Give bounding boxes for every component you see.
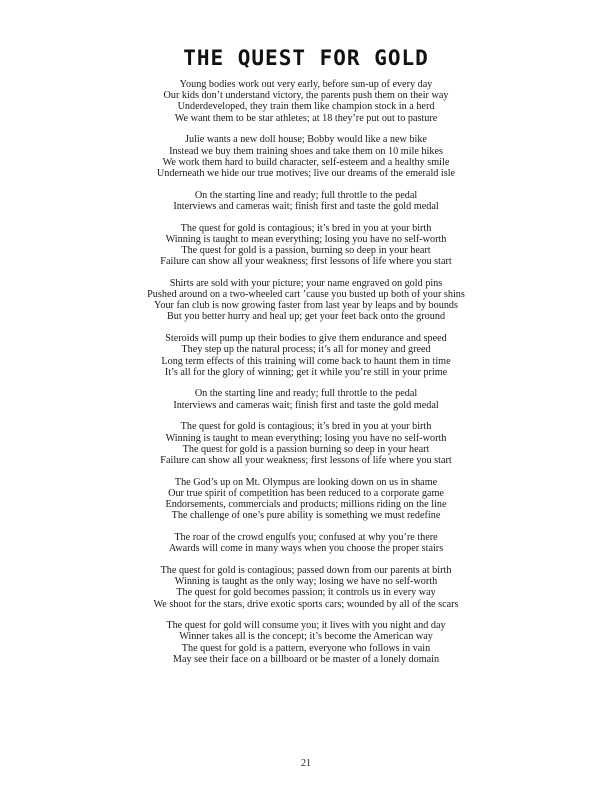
poem-line: The quest for gold will consume you; it lives with you night and day (166, 620, 446, 632)
poem-line: Winning is taught as the only way; losing we have no self-worth (174, 576, 438, 588)
poem-body (0, 79, 612, 676)
poem-line: The quest for gold is a pattern, everyone who follows in vain (181, 642, 431, 654)
poem-line: The quest for gold is contagious; passed down from our parents at birth (160, 564, 452, 576)
page-number: 21 (301, 758, 311, 769)
poem-line: The quest for gold becomes passion; it controls us in every way (176, 587, 436, 599)
poem-line: Winning is taught to mean everything; losing you have no self-worth (165, 432, 447, 444)
poem-line: Awards will come in many ways when you choose the proper stairs (168, 543, 444, 555)
poem-line: Steroids will pump up their bodies to give them endurance and speed (165, 333, 447, 345)
poem-stanza (0, 532, 612, 554)
poem-line: Interviews and cameras wait; finish first and taste the gold medal (173, 200, 439, 212)
poem-line: Underneath we hide our true motives; live our dreams of the emerald isle (156, 167, 456, 179)
poem-line: We want them to be star athletes; at 18 they’re put out to pasture (174, 112, 438, 124)
poem-line: It’s all for the glory of winning; get it while you’re still in your prime (164, 366, 448, 378)
poem-line: Pushed around on a two-wheeled cart ’cause you busted up both of your shins (147, 289, 465, 301)
poem-line: The quest for gold is a passion, burning so deep in your heart (181, 244, 431, 256)
poem-line: We work them hard to build character, self-esteem and a healthy smile (162, 156, 450, 168)
poem-line: Interviews and cameras wait; finish first and taste the gold medal (173, 399, 439, 411)
poem-line: Our true spirit of competition has been reduced to a corporate game (168, 487, 444, 499)
poem-stanza (0, 477, 612, 522)
poem-line: They step up the natural process; it’s all for money and greed (181, 344, 431, 356)
poem-line: Long term effects of this training will come back to haunt them in time (161, 355, 451, 367)
poem-stanza (0, 421, 612, 466)
poem-line: Failure can show all your weakness; first lessons of life where you start (160, 256, 452, 268)
page-title: THE QUEST FOR GOLD (183, 46, 429, 70)
poem-line: On the starting line and ready; full throttle to the pedal (194, 388, 418, 400)
poem-line: Your fan club is now growing faster from last year by leaps and by bounds (154, 300, 458, 312)
poem-stanza (0, 190, 612, 212)
poem-line: The quest for gold is a passion burning so deep in your heart (182, 443, 430, 455)
poem-line: The quest for gold is contagious; it’s bred in you at your birth (180, 421, 432, 433)
poem-line: The challenge of one’s pure ability is something we must redefine (171, 510, 441, 522)
poem-stanza (0, 223, 612, 268)
poem-line: The quest for gold is contagious; it’s bred in you at your birth (180, 222, 432, 234)
poem-line: But you better hurry and heal up; get your feet back onto the ground (166, 311, 446, 323)
poem-stanza (0, 79, 612, 124)
poem-line: Shirts are sold with your picture; your name engraved on gold pins (169, 277, 443, 289)
poem-line: May see their face on a billboard or be master of a lonely domain (172, 653, 440, 665)
poem-line: We shoot for the stars, drive exotic sports cars; wounded by all of the scars (153, 598, 459, 610)
poem-line: The God’s up on Mt. Olympus are looking down on us in shame (174, 476, 438, 488)
poem-line: Young bodies work out very early, before sun-up of every day (179, 79, 433, 90)
poem-line: Winner takes all is the concept; it’s become the American way (179, 631, 433, 643)
poem-stanza (0, 388, 612, 410)
poem-stanza (0, 333, 612, 378)
poem-line: The roar of the crowd engulfs you; confused at why you’re there (174, 532, 438, 543)
poem-stanza (0, 565, 612, 610)
poem-stanza (0, 278, 612, 323)
poem-stanza (0, 620, 612, 665)
poem-line: Underdeveloped, they train them like champion stock in a herd (177, 101, 435, 113)
poem-stanza (0, 134, 612, 179)
poem-line: Endorsements, commercials and products; millions riding on the line (165, 499, 447, 511)
poem-line: Winning is taught to mean everything; losing you have no self-worth (165, 233, 447, 245)
poem-line: Our kids don’t understand victory, the parents push them on their way (163, 90, 449, 102)
poem-line: On the starting line and ready; full throttle to the pedal (194, 189, 418, 201)
poem-line: Instead we buy them training shoes and take them on 10 mile hikes (169, 145, 443, 157)
poem-line: Failure can show all your weakness; first lessons of life where you start (160, 454, 452, 466)
poem-line: Julie wants a new doll house; Bobby would like a new bike (185, 134, 427, 146)
